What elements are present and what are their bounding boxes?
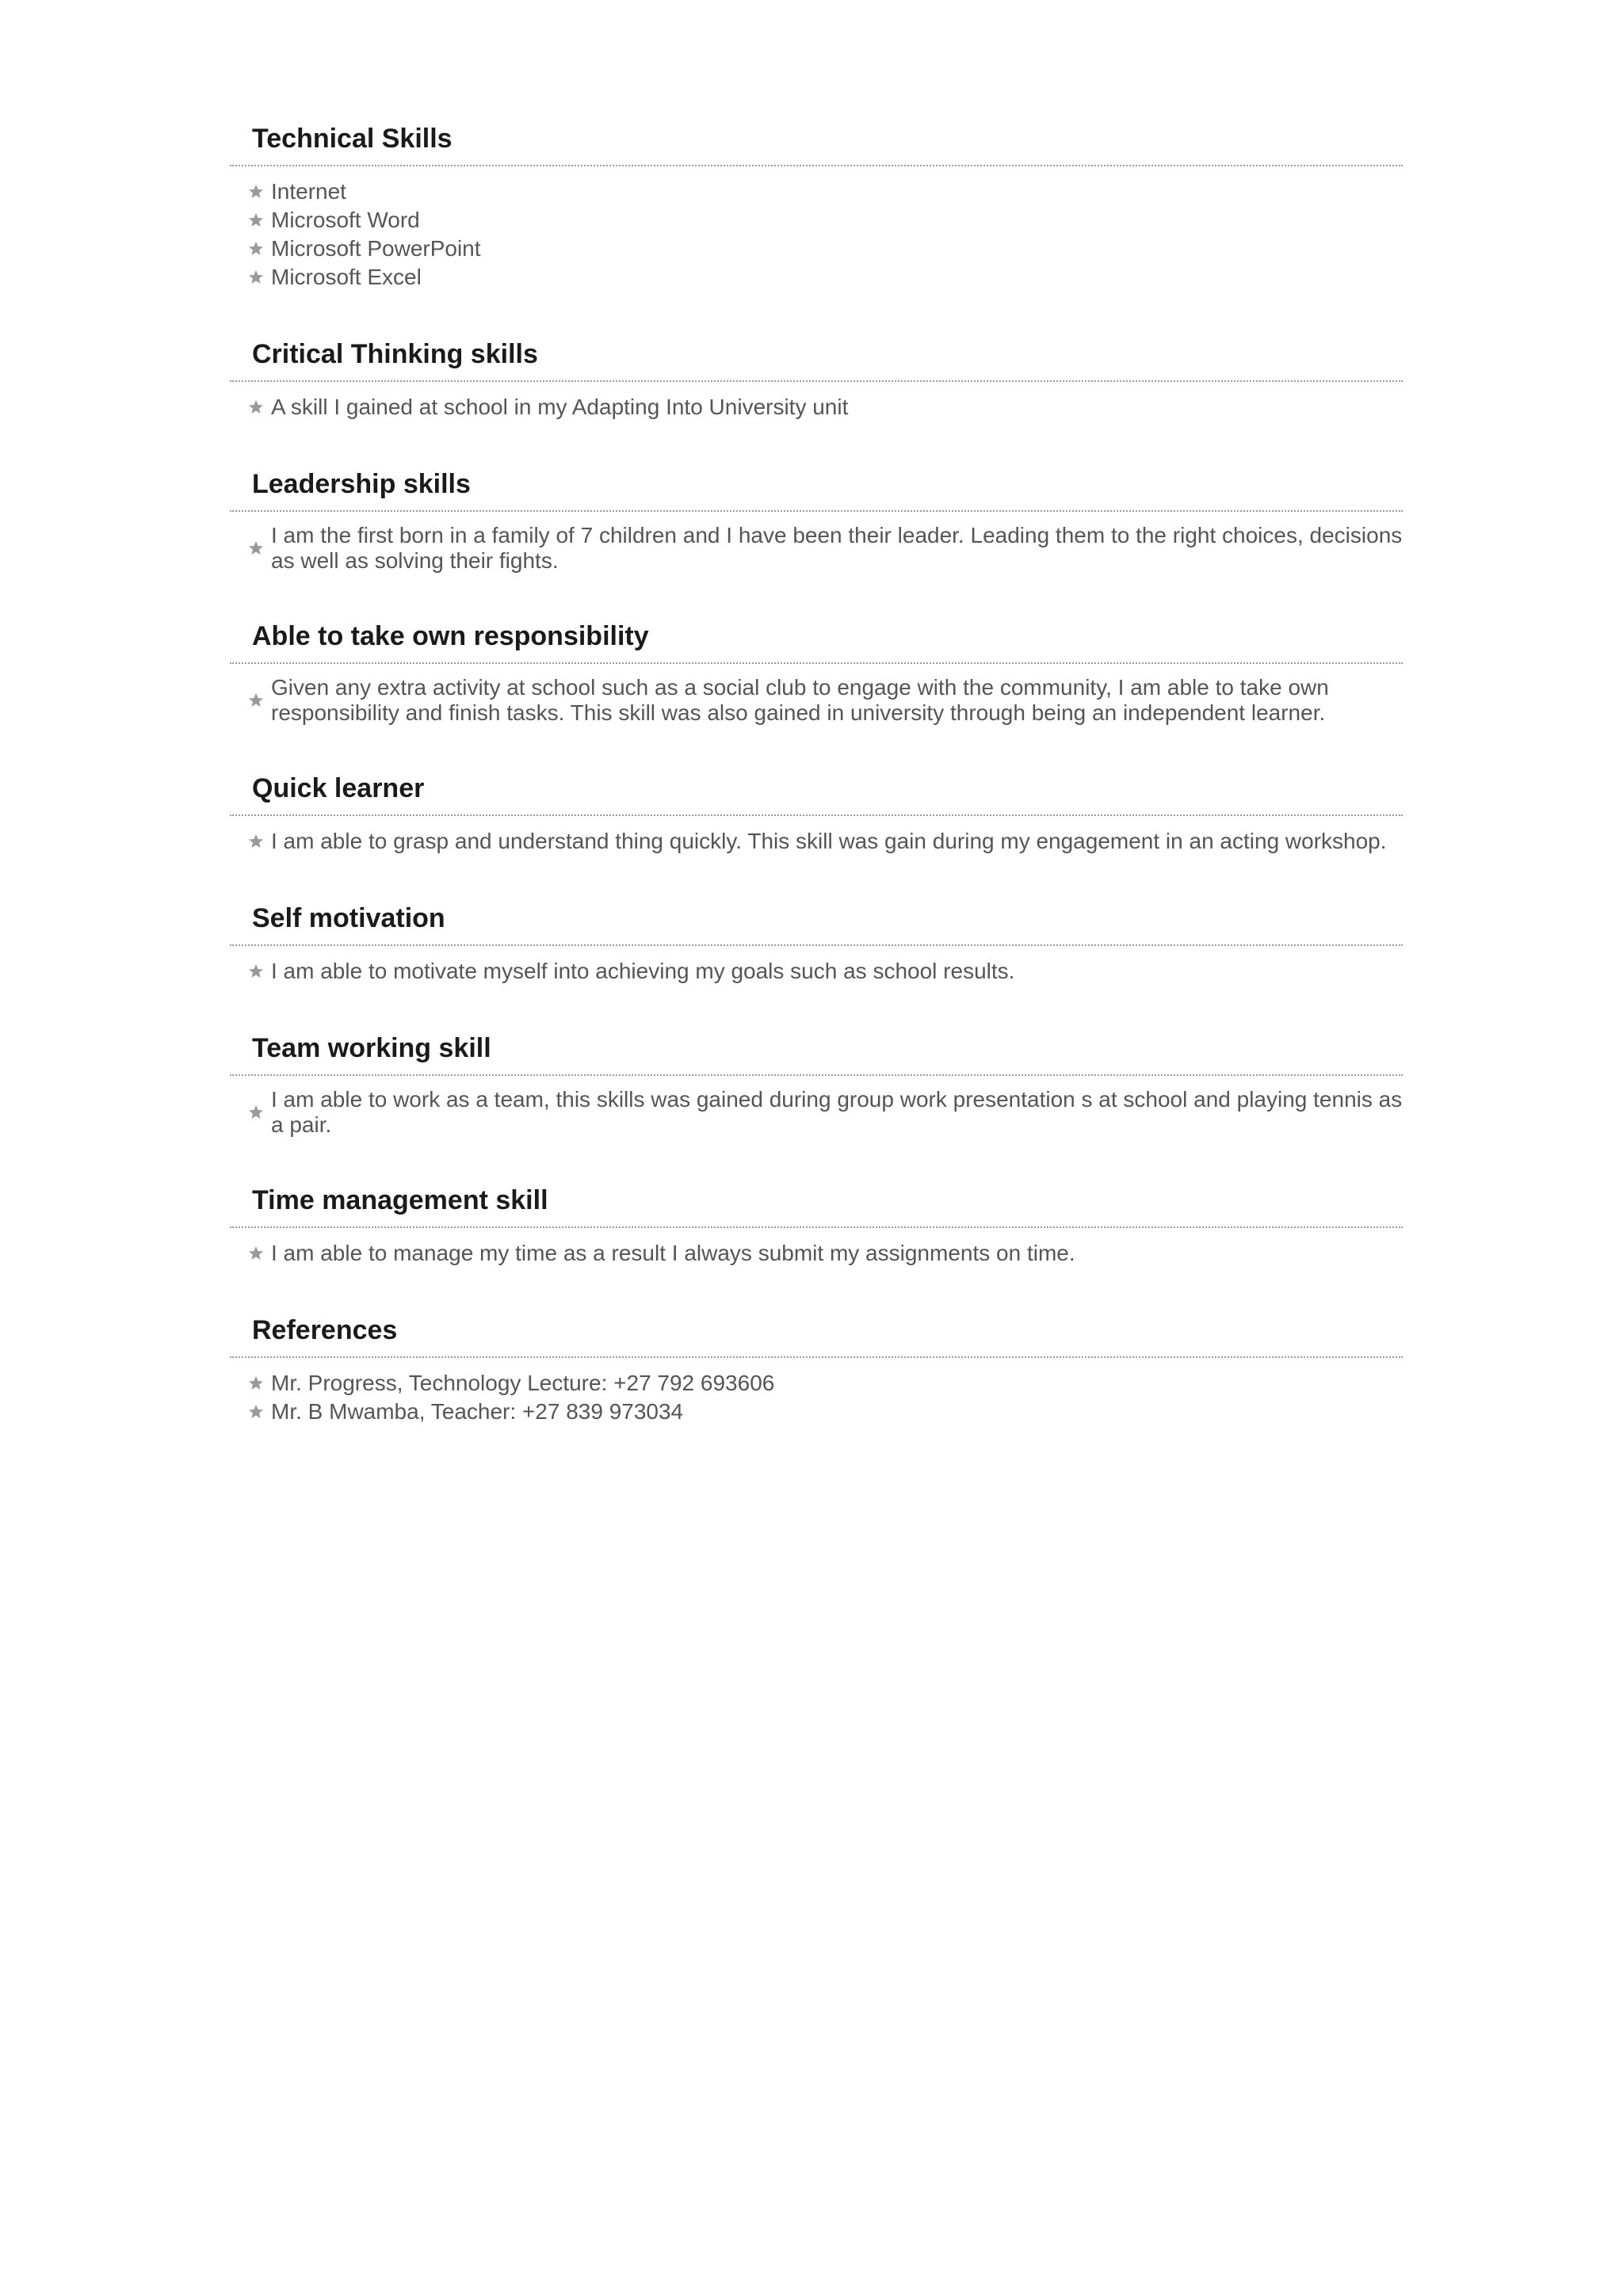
item-list [230,1369,1403,1426]
section-title: Time management skill [252,1185,548,1215]
section-references [230,1310,1403,1426]
section-critical-thinking [230,334,1403,421]
list-item [230,206,1403,235]
list-item [230,1239,1403,1268]
star-icon [248,833,264,849]
section-divider [230,510,1403,512]
section-title: References [252,1315,398,1345]
star-icon [248,1375,264,1391]
section-title: Leadership skills [252,469,471,499]
section-title: Quick learner [252,773,425,803]
section-divider [230,380,1403,382]
section-responsibility [230,616,1403,726]
item-text: Microsoft PowerPoint [271,236,481,261]
star-icon [248,269,264,285]
item-text: Given any extra activity at school such as a social club to engage with the community, I am able to take own responsibility and finish tasks. This skill was also gained in university through being an independent learner. [271,675,1329,725]
star-icon [248,1245,264,1261]
item-text: A skill I gained at school in my Adapting Into University unit [271,395,849,419]
section-title: Able to take own responsibility [252,621,649,651]
section-title: Team working skill [252,1033,491,1063]
section-time-management [230,1180,1403,1268]
item-list [230,827,1403,856]
section-self-motivation [230,898,1403,986]
list-item [230,235,1403,263]
item-list [230,393,1403,421]
item-list [230,675,1403,726]
list-item [230,675,1403,726]
list-item [230,1369,1403,1398]
section-team-working [230,1028,1403,1138]
list-item [230,1087,1403,1138]
item-text: Mr. Progress, Technology Lecture: +27 792 693606 [271,1371,775,1395]
section-divider [230,1074,1403,1076]
section-divider [230,814,1403,816]
section-title: Self motivation [252,903,445,933]
section-divider [230,1356,1403,1358]
star-icon [248,1104,264,1120]
item-text: Microsoft Excel [271,265,422,289]
section-divider [230,1226,1403,1228]
item-text: Mr. B Mwamba, Teacher: +27 839 973034 [271,1399,684,1424]
list-item [230,523,1403,574]
list-item [230,1398,1403,1426]
section-divider [230,165,1403,166]
list-item [230,263,1403,292]
item-text: I am the first born in a family of 7 children and I have been their leader. Leading them to the right choices, decisions as well as solving their fights. [271,523,1403,573]
section-divider [230,944,1403,946]
star-icon [248,963,264,979]
item-text: I am able to motivate myself into achieving my goals such as school results. [271,959,1015,983]
star-icon [248,184,264,200]
item-list [230,1087,1403,1138]
star-icon [248,241,264,257]
item-text: I am able to manage my time as a result I always submit my assignments on time. [271,1241,1075,1265]
star-icon [248,399,264,415]
section-title: Critical Thinking skills [252,339,538,369]
item-text: Microsoft Word [271,208,420,232]
list-item [230,957,1403,986]
item-list [230,177,1403,292]
item-list [230,523,1403,574]
section-leadership [230,464,1403,574]
star-icon [248,1404,264,1420]
star-icon [248,692,264,708]
list-item [230,393,1403,421]
item-text: I am able to work as a team, this skills was gained during group work presentation s at school and playing tennis as a pair. [271,1087,1403,1137]
star-icon [248,540,264,556]
item-text: Internet [271,179,346,204]
section-quick-learner [230,769,1403,856]
list-item [230,177,1403,206]
star-icon [248,212,264,228]
list-item [230,827,1403,856]
section-divider [230,662,1403,664]
item-text: I am able to grasp and understand thing quickly. This skill was gain during my engagement in an acting workshop. [271,829,1387,853]
item-list [230,957,1403,986]
section-technical-skills [230,119,1403,292]
section-title: Technical Skills [252,124,453,154]
resume-page [230,119,1403,1426]
item-list [230,1239,1403,1268]
